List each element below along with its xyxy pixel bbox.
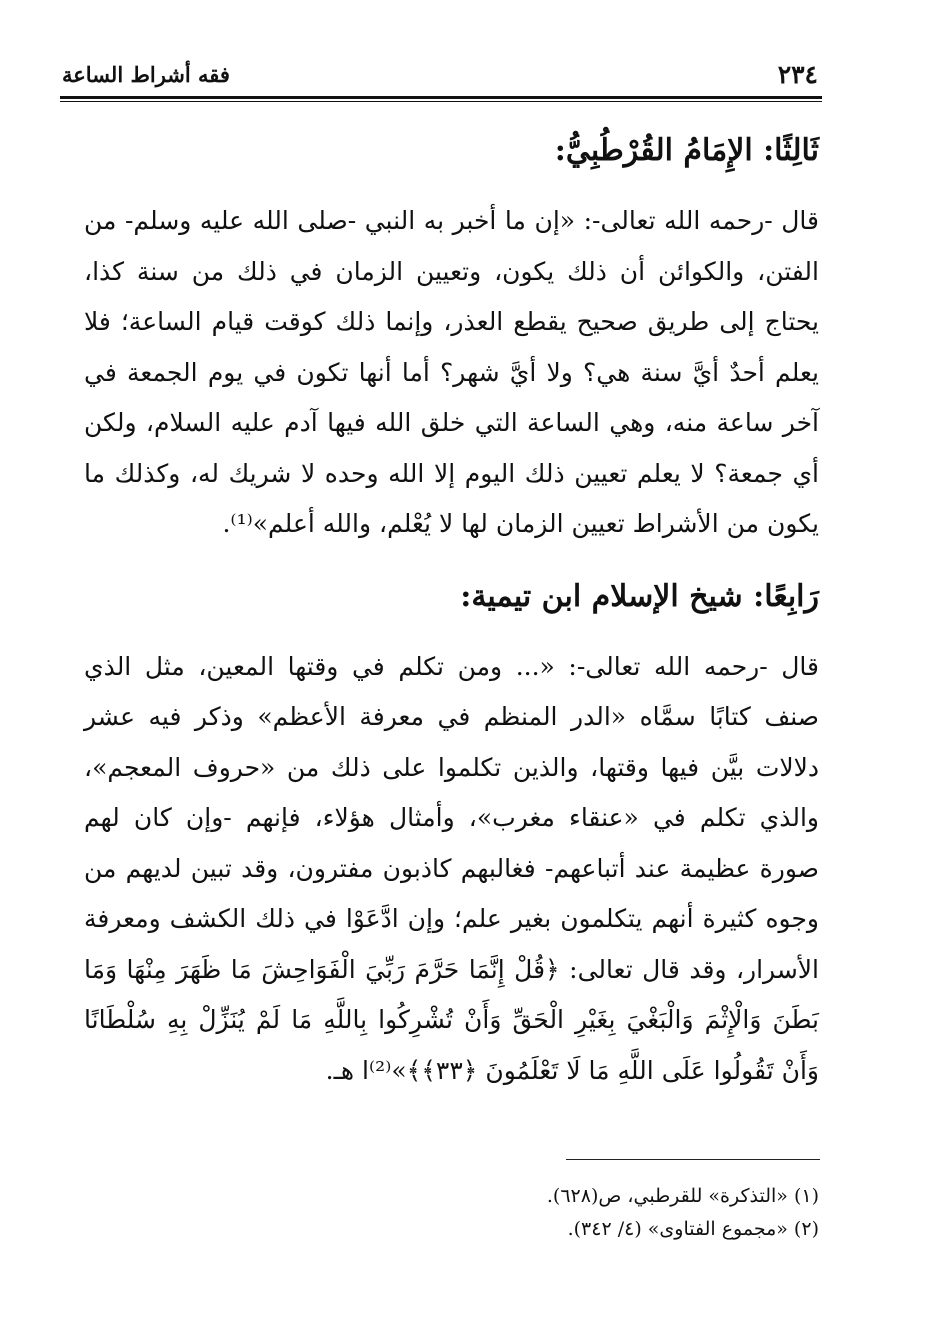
quote-closing: »⁽²⁾ا هـ. [325, 1055, 407, 1085]
main-text [84, 122, 819, 1096]
header-rule [60, 96, 822, 99]
header-rule-thin [60, 101, 822, 102]
section-heading-qurtubi: ثَالِثًا: الإِمَامُ القُرْطُبِيُّ: [554, 133, 819, 168]
footnotes [84, 1180, 819, 1246]
footnote-2: (٢) «مجموع الفتاوى» (٤/ ٣٤٢). [567, 1218, 819, 1240]
section-heading-ibn-taymiyyah: رَابِعًا: شيخ الإسلام ابن تيمية: [460, 578, 819, 614]
ibn-taymiyyah-paragraph [84, 642, 819, 1097]
book-title: فقه أشراط الساعة [62, 62, 230, 87]
qurtubi-paragraph: قال -رحمه الله تعالى-: «إن ما أخبر به النبي -صلى الله عليه وسلم- من الفتن، والكوائن أن ذلك يكون، وتعيين الزمان في ذلك من سنة كذا، يحتاج إلى طريق صحيح يقطع العذر، وإنما ذلك كوقت قيام الساعة؛ فلا يعلم أحدٌ أيَّ سنة هي؟ ولا أيَّ شهر؟ أما أنها تكون في يوم الجمعة في آخر ساعة منه، وهي الساعة التي خلق الله فيها آدم عليه السلام، ولكن أي جمعة؟ لا يعلم تعيين ذلك اليوم إلا الله وحده لا شريك له، وكذلك ما يكون من الأشراط تعيين الزمان لها لا يُعْلم، والله أعلم»⁽¹⁾. [84, 206, 819, 538]
quran-verse: ﴿قُلْ إِنَّمَا حَرَّمَ رَبِّيَ الْفَوَاحِشَ مَا ظَهَرَ مِنْهَا وَمَا بَطَنَ وَالْإِثْمَ وَالْبَغْيَ بِغَيْرِ الْحَقِّ وَأَنْ تُشْرِكُوا بِاللَّهِ مَا لَمْ يُنَزِّلْ بِهِ سُلْطَانًا وَأَنْ تَقُولُوا عَلَى اللَّهِ مَا لَا تَعْلَمُونَ ﴿٣٣﴾﴾ [84, 954, 819, 1085]
running-header [62, 60, 820, 98]
ibn-taymiyyah-text: قال -رحمه الله تعالى-: «... ومن تكلم في وقتها المعين، مثل الذي صنف كتابًا سمَّاه «الدر المنظم في معرفة الأعظم» وذكر فيه عشر دلالات بيَّن فيها وقتها، والذين تكلموا على ذلك من «حروف المعجم»، والذي تكلم في «عنقاء مغرب»، وأمثال هؤلاء، فإنهم -وإن كان لهم صورة عظيمة عند أتباعهم- فغالبهم كاذبون مفترون، وقد تبين لديهم من وجوه كثيرة أنهم يتكلمون بغير علم؛ وإن ادَّعَوْا في ذلك الكشف ومعرفة الأسرار، وقد قال تعالى: [84, 651, 820, 984]
page-number: ٢٣٤ [777, 60, 818, 89]
footnote-separator [566, 1159, 820, 1160]
footnote-1: (١) «التذكرة» للقرطبي، ص(٦٢٨). [546, 1185, 819, 1207]
